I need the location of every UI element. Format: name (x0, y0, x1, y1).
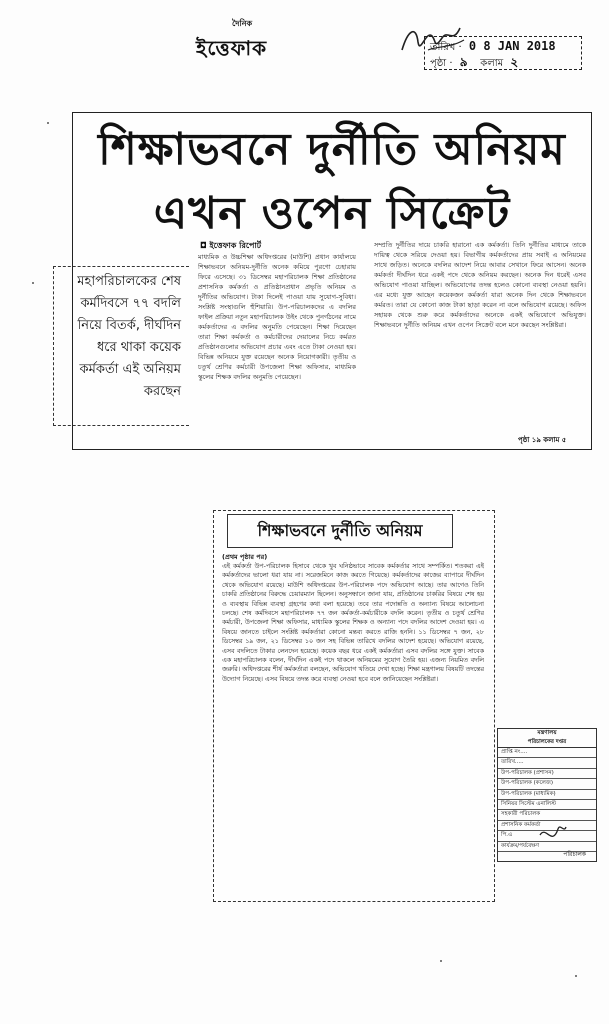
headline-line-2: এখন ওপেন সিক্রেট (153, 188, 511, 239)
newspaper-name: ইত্তেফাক (196, 36, 268, 60)
scan-speck (575, 975, 577, 977)
stamp-row: উপ-পরিচালক (কলেজ) (498, 779, 596, 789)
stamp-row: সহকারী পরিচালক (498, 810, 596, 820)
stamp-row: উপ-পরিচালক (প্রশাসন) (498, 769, 596, 779)
stamp-row: উপ-পরিচালক (মাধ্যমিক) (498, 790, 596, 800)
stamp-row: সিনিয়র সিস্টেম এনালিস্ট (498, 800, 596, 810)
sub-headline-box: মহাপরিচালকের শেষ কর্মদিবসে ৭৭ বদলি নিয়ে বিতর্ক, দীর্ঘদিন ধরে থাকা কয়েক কর্মকর্তা এই অনিয়ম করছেন (53, 266, 189, 426)
page-label: পৃষ্ঠা · (430, 58, 453, 69)
stamp-row: কার্যক্রম/পর্যবেক্ষণ (498, 842, 596, 852)
office-distribution-stamp (497, 728, 597, 862)
handwritten-tick-mark (538, 821, 568, 849)
stamp-footer: পরিচালক (563, 851, 586, 858)
scan-speck (47, 122, 49, 124)
stamp-row: তারিখ..... (498, 758, 596, 768)
column-value: ২ (510, 55, 519, 69)
article-column-1: মাধ্যমিক ও উচ্চশিক্ষা অধিদপ্তরের (মাউশি) প্রধান কার্যালয়ে শিক্ষাভবনে অনিয়ম-দুর্নীতি অনেক কমিয়ে পুরণো চেহারায় ফিরে এসেছে। ৩১ ডিসেম্বর মহাপরিচালক শিক্ষা প্রতিষ্ঠানের প্রশাসনিক কর্মকর্তা ও প্রতিষ্ঠানপ্রধান প্রভৃতি অনিয়ম ও দুর্নীতির অভিযোগ। টাকা দিলেই পাওয়া যায় সুযোগ-সুবিধা। সংশ্লিষ্ট সংস্থাগুলি হুঁশিয়ারি। উপ-পরিচালকদের এ বদলির ফাইল প্রক্রিয়া নতুন মহাপরিচালক উইং থেকে পুনর্গঠনের নামে কর্মকর্তাদের এ বদলির অনুমতি পেয়েছেন। শিক্ষা দিয়েছেন তারা শিক্ষা কর্মকর্তা ও কর্মচারীদের দেয়ালের নিচে কর্মরত প্রতিষ্ঠানগুলোর অভিযোগ প্রচার এবং এতে টাকা নেওয়া হয়। বিভিন্ন অনিয়মে যুক্ত রয়েছেন অনেক নিয়োগকারী। তৃতীয় ও চতুর্থ শ্রেণির কর্মচারী উপজেলা শিক্ষা অফিসার, মাধ্যমিক স্কুলের শিক্ষক বদলির অনুমতি পেয়েছেন। (198, 253, 356, 381)
stamp-heading (498, 729, 596, 748)
date-value: 0 8 JAN 2018 (468, 39, 556, 53)
newspaper-tagline: দৈনিক (232, 19, 253, 28)
headline-line-1: শিক্ষাভবনে দুর্নীতি অনিয়ম (98, 124, 566, 175)
continued-on-page: পৃষ্ঠা ১৯ কলাম ৫ (518, 436, 567, 444)
page-value: ৯ (459, 55, 468, 69)
stamp-heading-line-2: পরিচালকের দপ্তর (527, 739, 567, 745)
stamp-heading-line-1: মন্ত্রণালয় (537, 730, 557, 736)
article-column-2: সম্প্রতি দুর্নীতির দায়ে চাকরি হারানো এক কর্মকর্তা। তিনি দুর্নীতির মাধ্যমে তাকে দায়িত্ব থেকে সরিয়ে দেওয়া হয়। বিভাগীয় কর্মকর্তাদের প্রায় সবাই এ অনিয়মের সাথে জড়িত। অনেকে বদলির আদেশ নিয়ে আবার সেখানে ফিরে আসেন। অনেক কর্মকর্তা দীর্ঘদিন ধরে একই পদে থেকে অনিয়ম করছেন। অনেক দিন ধরেই এসব অভিযোগ পাওয়া যাচ্ছিল। অভিযোগের তদন্ত হলেও কোনো ব্যবস্থা নেওয়া হয়নি। এর মধ্যে যুক্ত আছেন কয়েকজন কর্মকর্তা যারা অনেক দিন থেকে শিক্ষাভবনে কর্মরত। তারা যে কোনো কাজ টাকা ছাড়া করেন না বলে অভিযোগ রয়েছে। অফিস সহায়ক থেকে শুরু করে কর্মকর্তাদের অনেকে একই অভিযোগে অভিযুক্ত। শিক্ষাভবনে দুর্নীতি অনিয়ম এখন ওপেন সিক্রেট বলে মনে করছেন সংশ্লিষ্টরা। (374, 241, 586, 329)
scan-speck (440, 960, 442, 962)
column-label: কলাম (480, 58, 504, 69)
date-label: তারিখ · (430, 42, 462, 53)
stamp-row: প্রাপ্তি নং.... (498, 748, 596, 758)
article-byline: ◘ ইত্তেফাক রিপোর্ট (200, 241, 262, 250)
continued-headline: শিক্ষাভবনে দুর্নীতি অনিয়ম (227, 514, 453, 548)
continued-body-text: এই কর্মকর্তা উপ-পরিচালক হিসাবে থেকে খুব ঘনিষ্ঠভাবে সাবেক কর্মকর্তার সাথে সম্পর্কিত। শতকরা এই কর্মকর্তাদের ভালো ধরা যায় না। সরেজমিনে কাজ করতে গিয়েছে। কর্মকর্তাদের কাজের ব্যাপারে দীর্ঘদিন থেকে অভিযোগ রয়েছে। মাউশি অধিদপ্তরের উপ-পরিচালক পদে অভিযোগ আছে। তার আগেও তিনি চাকরি প্রতিষ্ঠানের বিরুদ্ধে চেয়ারম্যান ছিলেন। অনুসন্ধানে জানা যায়, প্রতিষ্ঠানের চাকরির বিষয়ে শেষ হয় ও ব্যবস্থায় বিভিন্ন ব্যবস্থা গ্রহণের কথা বলা হয়েছে। তবে তার পদোন্নতি ও অন্যান্য বিষয়ে আলোচনা চলছে। শেষ কর্মদিবসে মহাপরিচালক ৭৭ জন কর্মকর্তা-কর্মচারীকে বদলি করেন। তৃতীয় ও চতুর্থ শ্রেণির কর্মচারী, উপজেলা শিক্ষা অফিসার, মাধ্যমিক স্কুলের শিক্ষক ও অন্যান্য পদে বদলির আদেশ দেওয়া হয়। এ বিষয়ে জানতে চাইলে সংশ্লিষ্ট কর্মকর্তারা কোনো মন্তব্য করতে রাজি হননি। ১১ ডিসেম্বর ৭ জন, ২৮ ডিসেম্বর ১৯ জন, ২১ ডিসেম্বর ১০ জন সহ বিভিন্ন তারিখে বদলির আদেশ হয়েছে। অভিযোগ রয়েছে, এসব বদলিতে টাকার লেনদেন হয়েছে। কয়েক বছর ধরে একই কর্মকর্তারা এসব বদলির সঙ্গে যুক্ত। সাবেক এক মহাপরিচালক বলেন, দীর্ঘদিন একই পদে থাকলে অনিয়মের সুযোগ তৈরি হয়। এজন্য নিয়মিত বদলি জরুরি। অধিদপ্তরের শীর্ষ কর্মকর্তারা বলছেন, অভিযোগ খতিয়ে দেখা হচ্ছে। শিক্ষা মন্ত্রণালয় বিষয়টি তদন্তের উদ্যোগ নিয়েছে। এসব বিষয়ে তদন্ত করে ব্যবস্থা নেওয়া হবে বলে জানিয়েছেন সংশ্লিষ্টরা। (222, 563, 484, 683)
continued-from-note: (প্রথম পৃষ্ঠার পর) (222, 553, 268, 561)
stamp-row: পি.এ (498, 831, 596, 841)
scan-speck (32, 282, 34, 284)
stamp-row: প্রশাসনিক কর্মকর্তা (498, 821, 596, 831)
clipping-date-stamp (424, 36, 582, 70)
